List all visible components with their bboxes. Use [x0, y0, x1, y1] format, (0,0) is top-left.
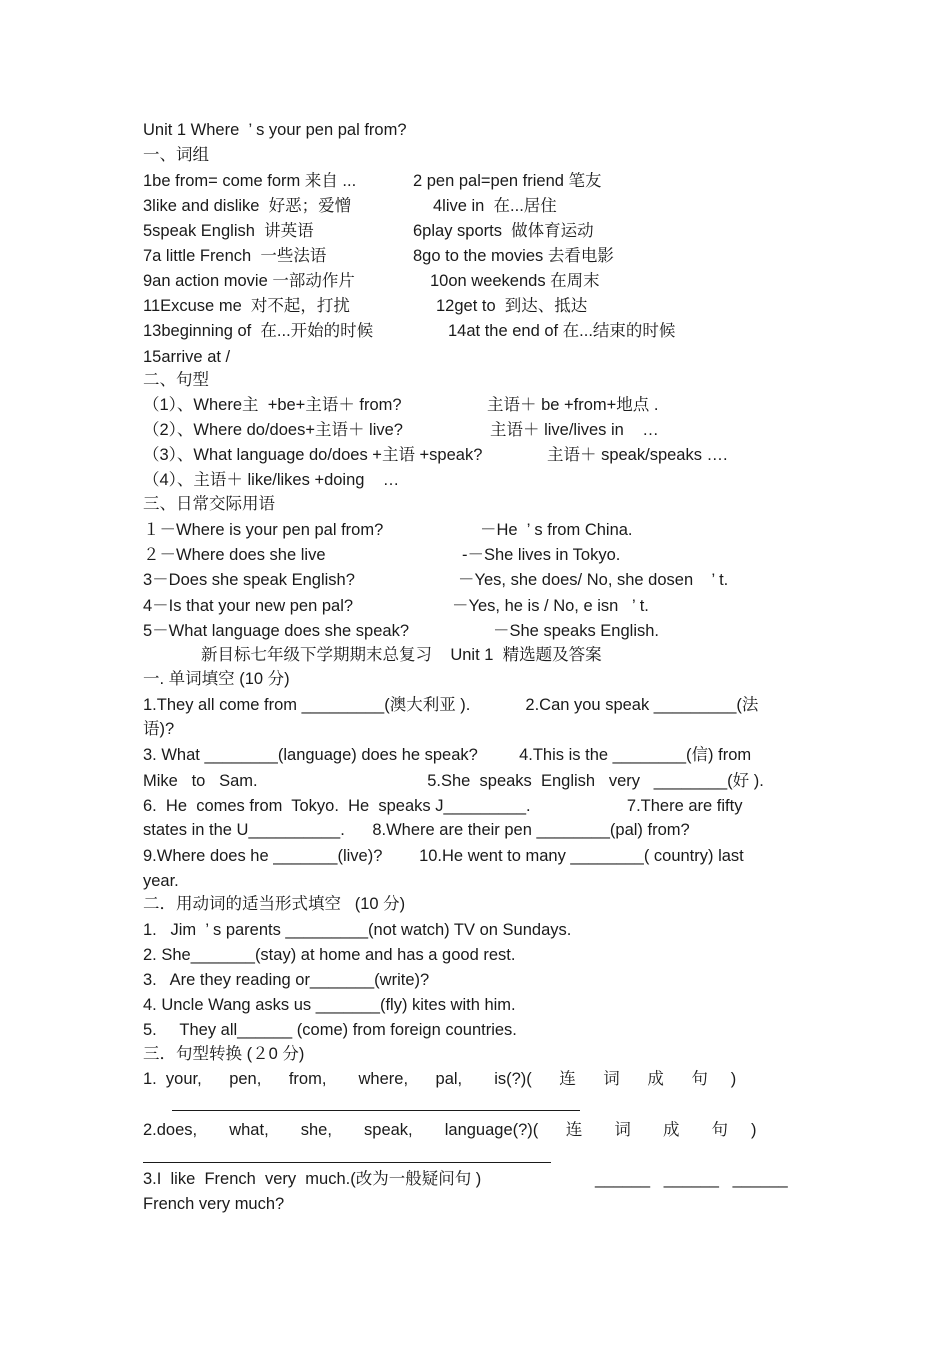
- phrase-item: 3like and dislike 好恶；爱憎: [143, 197, 352, 215]
- pattern-question: （4）、主语＋ like/likes +doing …: [143, 471, 400, 489]
- pattern-question: （3）、What language do/does +主语 +speak?: [143, 446, 483, 464]
- exercise-line: 3. What ________(language) does he speak? 4.This is the ________(信) from: [143, 746, 752, 764]
- phrase-item: 9an action movie 一部动作片: [143, 272, 355, 290]
- phrase-item: 15arrive at /: [143, 348, 231, 366]
- expression-question: 3－Does she speak English?: [143, 571, 355, 589]
- phrase-item: 14at the end of 在...结束的时候: [448, 322, 676, 340]
- phrase-item: 10on weekends 在周末: [430, 272, 600, 290]
- exercise-line: 9.Where does he _______(live)? 10.He went to many ________( country) last: [143, 847, 744, 865]
- part2-heading: 二．用动词的适当形式填空 (10 分): [143, 895, 406, 913]
- answer-line[interactable]: [172, 1110, 580, 1111]
- exercise-line: 3. Are they reading or_______(write)?: [143, 971, 430, 989]
- review-title: 新目标七年级下学期期末总复习 Unit 1 精选题及答案: [201, 646, 602, 664]
- pattern-answer: 主语＋ be +from+地点 .: [487, 396, 659, 414]
- expression-question: ２－Where does she live: [143, 546, 326, 564]
- exercise-line: 1. your, pen, from, where, pal, is(?)( 连 词 成 句 ): [143, 1070, 737, 1088]
- expression-question: 4－Is that your new pen pal?: [143, 597, 354, 615]
- exercise-line: Mike to Sam. 5.She speaks English very ________(好 ).: [143, 772, 764, 790]
- expression-question: 5－What language does she speak?: [143, 622, 410, 640]
- section-expressions-heading: 三、日常交际用语: [143, 495, 275, 513]
- unit-title: Unit 1 Where ’ s your pen pal from?: [143, 121, 407, 139]
- expression-answer: －Yes, he is / No, e isn ’ t.: [452, 597, 649, 615]
- exercise-line: 2. She_______(stay) at home and has a good rest.: [143, 946, 516, 964]
- pattern-answer: 主语＋ speak/speaks ….: [547, 446, 728, 464]
- phrase-item: 6play sports 做体育运动: [413, 222, 594, 240]
- exercise-line: 5. They all______ (come) from foreign countries.: [143, 1021, 517, 1039]
- expression-answer: －Yes, she does/ No, she dosen ’ t.: [458, 571, 729, 589]
- phrase-item: 2 pen pal=pen friend 笔友: [413, 172, 602, 190]
- phrase-item: 13beginning of 在...开始的时候: [143, 322, 374, 340]
- exercise-line: 1.They all come from _________(澳大利亚 ). 2.Can you speak _________(法: [143, 696, 759, 714]
- exercise-line: 2.does, what, she, speak, language(?)( 连 词 成 句 ): [143, 1121, 757, 1139]
- expression-question: １－Where is your pen pal from?: [143, 521, 384, 539]
- exercise-line: 1. Jim ’ s parents _________(not watch) TV on Sundays.: [143, 921, 572, 939]
- answer-line[interactable]: [143, 1162, 551, 1163]
- phrase-item: 5speak English 讲英语: [143, 222, 314, 240]
- answer-blanks[interactable]: ______ ______ ______: [595, 1170, 788, 1188]
- pattern-question: （2）、Where do/does+主语＋ live?: [143, 421, 403, 439]
- exercise-line: 6. He comes from Tokyo. He speaks J_________. 7.There are fifty: [143, 797, 743, 815]
- exercise-line: states in the U__________. 8.Where are their pen ________(pal) from?: [143, 821, 690, 839]
- expression-answer: －She speaks English.: [493, 622, 660, 640]
- section-patterns-heading: 二、句型: [143, 371, 209, 389]
- exercise-line: French very much?: [143, 1195, 285, 1213]
- phrase-item: 1be from= come form 来自 ...: [143, 172, 357, 190]
- pattern-question: （1）、Where主 +be+主语＋ from?: [143, 396, 402, 414]
- part3-heading: 三．句型转换 (２0 分): [143, 1045, 305, 1063]
- phrase-item: 4live in 在...居住: [433, 197, 557, 215]
- exercise-line: 3.I like French very much.(改为一般疑问句 ): [143, 1170, 482, 1188]
- phrase-item: 12get to 到达、抵达: [436, 297, 588, 315]
- section-phrases-heading: 一、词组: [143, 146, 209, 164]
- expression-answer: -－She lives in Tokyo.: [462, 546, 621, 564]
- phrase-item: 8go to the movies 去看电影: [413, 247, 614, 265]
- part1-heading: 一. 单词填空 (10 分): [143, 670, 290, 688]
- exercise-line: year.: [143, 872, 179, 890]
- phrase-item: 11Excuse me 对不起，打扰: [143, 297, 350, 315]
- exercise-line: 语)?: [143, 720, 175, 738]
- pattern-answer: 主语＋ live/lives in …: [490, 421, 659, 439]
- phrase-item: 7a little French 一些法语: [143, 247, 327, 265]
- exercise-line: 4. Uncle Wang asks us _______(fly) kites with him.: [143, 996, 516, 1014]
- expression-answer: －He ’ s from China.: [480, 521, 633, 539]
